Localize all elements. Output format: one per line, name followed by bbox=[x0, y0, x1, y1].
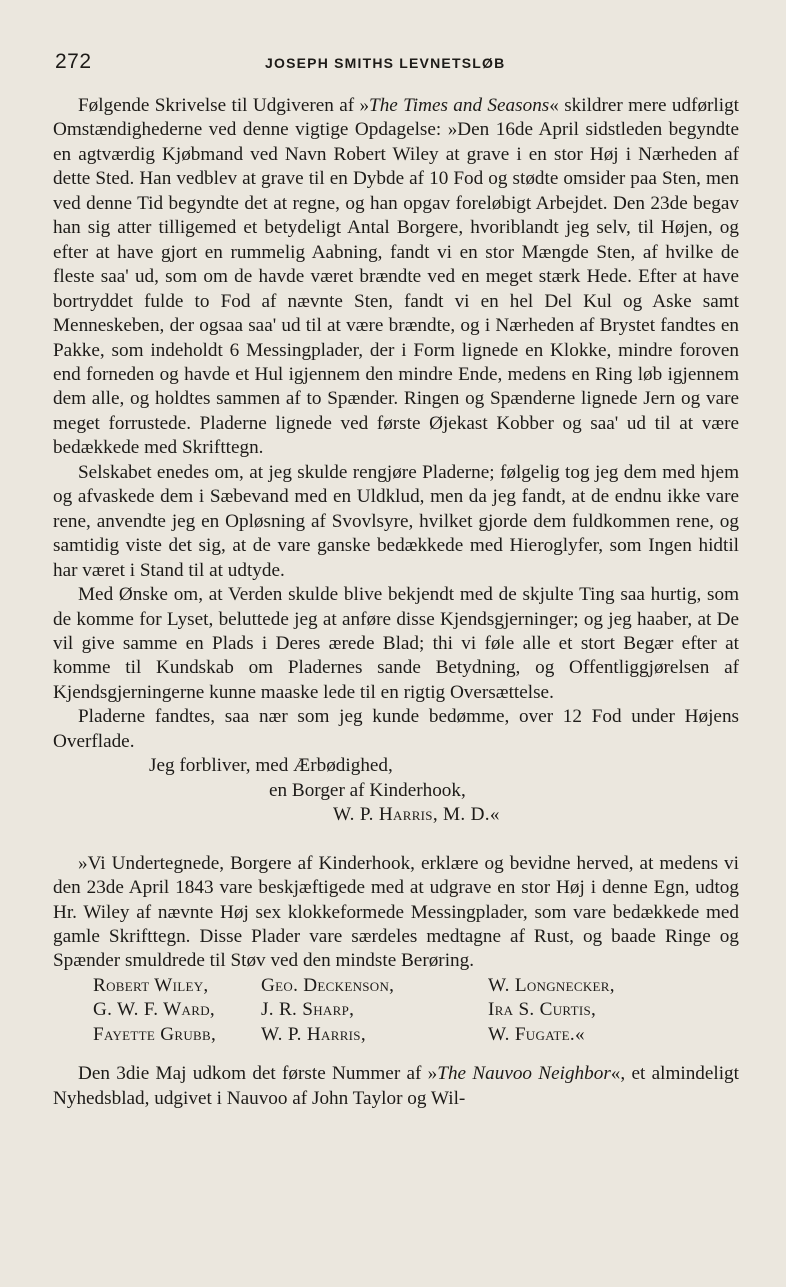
letter-paragraph-2: Selskabet enedes om, at jeg skulde rengjøre Pladerne; følgelig tog jeg dem med hjem og afvaskede dem i Sæbevand med en Uldklud, men da jeg fandt, at de endnu ikke vare rene, anvendte jeg en Opløsning af Svovlsyre, hvilket gjorde dem fuldkommen rene, og samtidig viste det sig, at de vare ganske bedækkede med Hieroglyfer, som Ingen hidtil har været i Stand til at udtyde. bbox=[53, 461, 739, 581]
running-title: JOSEPH SMITHS LEVNETSLØB bbox=[265, 55, 506, 71]
letter-closing bbox=[53, 754, 739, 827]
signer-name: W. Fugate.« bbox=[488, 1023, 585, 1045]
page-body bbox=[53, 94, 739, 1111]
signer-name: Fayette Grubb, bbox=[93, 1023, 217, 1045]
signer-name: Geo. Deckenson, bbox=[261, 974, 395, 996]
signer-name: Robert Wiley, bbox=[93, 974, 209, 996]
signer-name: G. W. F. Ward, bbox=[93, 999, 215, 1021]
section-gap bbox=[53, 828, 739, 852]
letter-paragraph-3: Med Ønske om, at Verden skulde blive bekjendt med de skjulte Ting saa hurtig, som de komme for Lyset, beluttede jeg at anføre disse Kjendsgjerninger; og jeg haaber, at De vil give samme en Plads i Deres ærede Blad; thi vi føle alle et stort Begær efter at komme til Kundskab om Pladernes sande Betydning, og Offentliggjørelsen af Kjendsgjerningerne kunne maaske lede til en rigtig Oversættelse. bbox=[53, 584, 739, 703]
signer-list bbox=[53, 974, 739, 1047]
closing-line-2: en Borger af Kinderhook, bbox=[269, 779, 466, 801]
newspaper-title: The Times and Seasons bbox=[369, 95, 550, 116]
page-number: 272 bbox=[55, 50, 92, 73]
section-gap bbox=[53, 1047, 739, 1062]
signer-name: W. P. Harris, bbox=[261, 1023, 366, 1045]
signer-name: Ira S. Curtis, bbox=[488, 999, 597, 1021]
letter-paragraph-4: Pladerne fandtes, saa nær som jeg kunde bedømme, over 12 Fod under Højens Overflade. bbox=[53, 706, 739, 752]
signer-name: W. Longnecker, bbox=[488, 974, 615, 996]
closing-paragraph: Den 3die Maj udkom det første Nummer af »The Nauvoo Neighbor«, et almindeligt Nyhedsblad, udgivet i Nauvoo af John Taylor og Wil- bbox=[53, 1063, 739, 1109]
page-header bbox=[55, 50, 735, 78]
closing-line-1: Jeg forbliver, med Ærbødighed, bbox=[149, 755, 393, 777]
closing-signature: W. P. Harris, M. D.« bbox=[333, 804, 500, 826]
signer-name: J. R. Sharp, bbox=[261, 999, 355, 1021]
newspaper-title-2: The Nauvoo Neighbor bbox=[437, 1063, 611, 1085]
letter-paragraph-1: Følgende Skrivelse til Udgiveren af »The Times and Seasons« skildrer mere udførligt Omstændighederne ved denne vigtige Opdagelse: »Den 16de April sidstleden begyndte en agtværdig Kjøbmand ved Navn Robert Wiley at grave i en stor Høj i Nærheden af dette Sted. Han vedblev at grave til en Dybde af 10 Fod og stødte omsider paa Sten, men ved denne Tid begyndte det at regne, og han opgav foreløbigt Arbejdet. Den 23de begav han sig atter tilligemed et betydeligt Antal Borgere, hvoriblandt jeg selv, til Højen, og efter at have gjort en rummelig Aabning, fandt vi en stor Mængde Sten, af hvilke de fleste saa' ud, som om de havde været brændte ved en meget stærk Hede. Efter at have bortryddet fulde to Fod af nævnte Sten, fandt vi en hel Del Kul og Aske samt Menneskeben, der ogsaa saa' ud til at være brændte, og i Nærheden af Brystet fandtes en Pakke, som indeholdt 6 Messingplader, der i Form lignede en Klokke, mindre foroven end forneden og havde et Hul igjennem den mindre Ende, medens en Ring løb igjennem dem alle, og holdtes sammen af to Spænder. Ringen og Spænderne lignede Jern og vare meget forrustede. Pladerne lignede ved første Øjekast Kobber og saa' ud til at være bedækkede med Skrifttegn. bbox=[53, 95, 740, 459]
certificate-paragraph: »Vi Undertegnede, Borgere af Kinderhook, erklære og bevidne herved, at medens vi den 23de April 1843 vare beskjæftigede med at udgrave en stor Høj i denne Egn, udtog Hr. Wiley af nævnte Høj sex klokkeformede Messingplader, som vare bedækkede med gamle Skrifttegn. Disse Plader vare særdeles medtagne af Rust, og baade Ringe og Spænder smuldrede til Støv ved den mindste Berøring. bbox=[53, 852, 739, 972]
